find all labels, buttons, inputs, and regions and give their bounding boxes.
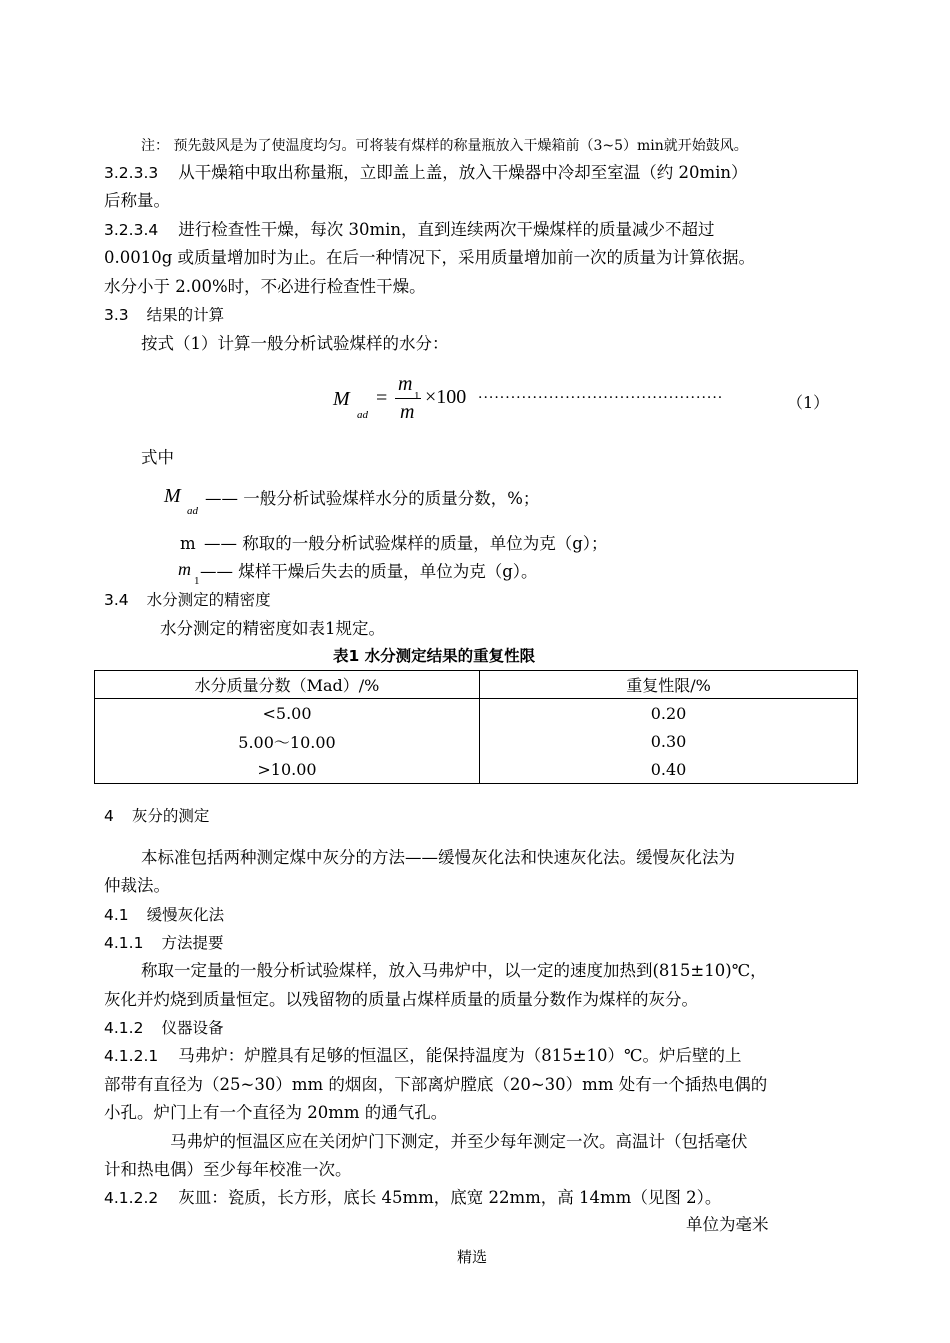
clause-4-1-2-2	[104, 1188, 721, 1208]
table-header-row	[95, 671, 858, 699]
heading-title: 仪器设备	[161, 1019, 224, 1037]
def-symbol-M: M	[164, 485, 181, 507]
clause-3-2-3-4-line1	[104, 220, 715, 240]
repeatability-table	[94, 670, 858, 784]
clause-number: 3.2.3.3	[104, 164, 159, 182]
clause-3-2-3-4-line2: 0.0010g 或质量增加时为止。在后一种情况下，采用质量增加前一次的质量为计算依据。	[104, 248, 756, 267]
clause-3-2-3-3-line2: 后称量。	[104, 191, 170, 210]
formula-denominator: m	[400, 401, 415, 423]
heading-number: 3.4	[104, 591, 129, 609]
para-4-line2: 仲裁法。	[104, 876, 170, 895]
table-cell: 0.40	[480, 755, 858, 784]
heading-4-1-2	[104, 1018, 223, 1038]
heading-4-1-1	[104, 933, 223, 953]
def-sub-ad: ad	[187, 505, 198, 517]
clause-4-1-2-1-line1	[104, 1046, 742, 1066]
clause-3-2-3-3-line1	[104, 163, 748, 183]
where-label: 式中	[141, 448, 174, 467]
heading-3-3	[104, 305, 224, 325]
formula-equals: =	[376, 387, 388, 409]
heading-title: 水分测定的精密度	[146, 591, 271, 609]
heading-number: 4	[104, 807, 114, 825]
table-row	[95, 755, 858, 784]
heading-number: 3.3	[104, 306, 129, 324]
intro-3-4: 水分测定的精密度如表1规定。	[160, 619, 385, 638]
table-cell: 5.00～10.00	[95, 727, 480, 755]
heading-number: 4.1.2	[104, 1019, 144, 1037]
clause-number: 3.2.3.4	[104, 221, 159, 239]
heading-3-4	[104, 590, 271, 610]
formula-numerator: m	[398, 373, 413, 395]
formula-M: M	[333, 388, 350, 410]
table-cell: <5.00	[95, 699, 480, 728]
unit-note: 单位为毫米	[686, 1215, 769, 1234]
def-text-2: —— 称取的一般分析试验煤样的质量，单位为克（g）；	[204, 534, 608, 553]
heading-number: 4.1.1	[104, 934, 144, 952]
fraction-bar	[395, 398, 421, 399]
intro-3-3: 按式（1）计算一般分析试验煤样的水分：	[141, 334, 449, 353]
table-row	[95, 699, 858, 728]
table-cell: 0.30	[480, 727, 858, 755]
def-sub-1: 1	[194, 575, 200, 587]
formula-times-100: ×100	[425, 386, 467, 408]
clause-4-1-2-1-line2: 部带有直径为（25~30）mm 的烟囱，下部离炉膛底（20~30）mm 处有一个插热电偶的	[104, 1075, 768, 1094]
clause-text: 从干燥箱中取出称量瓶，立即盖上盖，放入干燥器中冷却至室温（约 20min）	[178, 163, 748, 182]
heading-title: 方法提要	[161, 934, 224, 952]
heading-number: 4.1	[104, 906, 129, 924]
clause-text: 灰皿：瓷质，长方形，底长 45mm，底宽 22mm，高 14mm（见图 2）。	[178, 1188, 722, 1207]
table-caption: 表1 水分测定结果的重复性限	[333, 647, 536, 665]
para-4-1-1-line1: 称取一定量的一般分析试验煤样，放入马弗炉中，以一定的速度加热到(815±10)℃，	[141, 961, 767, 980]
heading-title: 灰分的测定	[131, 807, 210, 825]
heading-4	[104, 806, 209, 826]
clause-text: 进行检查性干燥，每次 30min，直到连续两次干燥煤样的质量减少不超过	[178, 220, 715, 239]
clause-4-1-2-1-line3: 小孔。炉门上有一个直径为 20mm 的通气孔。	[104, 1103, 448, 1122]
formula-number: （1）	[787, 393, 830, 412]
heading-title: 结果的计算	[146, 306, 225, 324]
clause-number: 4.1.2.1	[104, 1047, 159, 1065]
clause-text: 马弗炉：炉膛具有足够的恒温区，能保持温度为（815±10）℃。炉后壁的上	[178, 1046, 742, 1065]
para-4-1-1-line2: 灰化并灼烧到质量恒定。以残留物的质量占煤样质量的质量分数作为煤样的灰分。	[104, 990, 698, 1009]
table-cell: 0.20	[480, 699, 858, 728]
formula-sub-ad: ad	[357, 409, 368, 421]
clause-number: 4.1.2.2	[104, 1189, 159, 1207]
def-symbol-m1: m	[178, 559, 191, 579]
def-text-3: —— 煤样干燥后失去的质量，单位为克（g）。	[200, 562, 538, 581]
para-4-line1: 本标准包括两种测定煤中灰分的方法——缓慢灰化法和快速灰化法。缓慢灰化法为	[141, 848, 735, 867]
clause-4-1-2-1-para-line2: 计和热电偶）至少每年校准一次。	[104, 1160, 352, 1179]
def-text-1: —— 一般分析试验煤样水分的质量分数，%；	[205, 489, 540, 508]
table-row	[95, 727, 858, 755]
heading-4-1	[104, 905, 224, 925]
formula-numerator-sub: 1	[414, 390, 420, 402]
table-header-cell: 水分质量分数（Mad）/%	[95, 671, 480, 699]
table-header-cell: 重复性限/%	[480, 671, 858, 699]
clause-3-2-3-4-line3: 水分小于 2.00%时，不必进行检查性干燥。	[104, 277, 426, 296]
formula-leader-dots: ·············································	[478, 390, 724, 406]
clause-4-1-2-1-para-line1: 马弗炉的恒温区应在关闭炉门下测定，并至少每年测定一次。高温计（包括毫伏	[170, 1132, 748, 1151]
page-footer: 精选	[457, 1248, 488, 1266]
table-cell: >10.00	[95, 755, 480, 784]
def-symbol-m: m	[180, 534, 196, 553]
note-line: 注： 预先鼓风是为了使温度均匀。可将装有煤样的称量瓶放入干燥箱前（3~5）min就开始鼓风。	[141, 138, 748, 154]
heading-title: 缓慢灰化法	[146, 906, 225, 924]
